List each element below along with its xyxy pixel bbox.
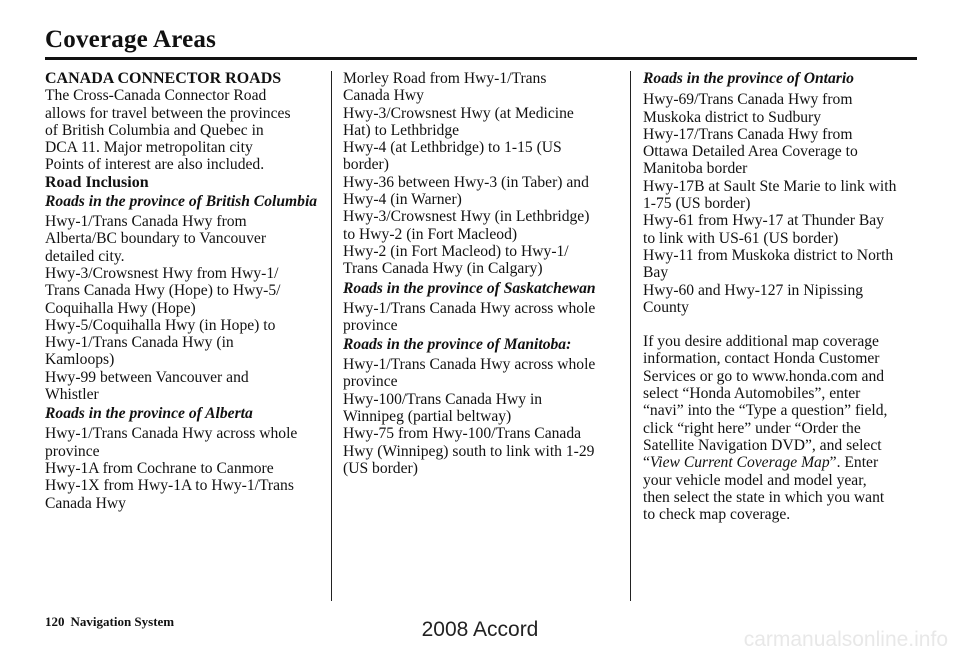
road-inclusion-heading: Road Inclusion [45, 173, 149, 191]
text-line: province [343, 373, 398, 391]
text-line: Alberta/BC boundary to Vancouver [45, 230, 267, 248]
text-line: Hwy-1X from Hwy-1A to Hwy-1/Trans [45, 477, 294, 495]
column-2 [343, 70, 620, 477]
text-line: Hwy-1A from Cochrane to Canmore [45, 459, 274, 477]
close-quote: ”. Enter [829, 454, 879, 472]
footer-section: Navigation System [70, 614, 175, 629]
column-divider-2 [630, 71, 631, 601]
text-line: Hwy-3/Crowsnest Hwy from Hwy-1/ [45, 264, 279, 282]
alberta-roads-continued [343, 70, 620, 278]
intro-paragraph [45, 87, 322, 173]
text-line: DCA 11. Major metropolitan city [45, 139, 253, 157]
text-line: detailed city. [45, 247, 125, 265]
text-line: Hwy-3/Crowsnest Hwy (in Lethbridge) [343, 208, 590, 226]
text-line: Hwy-61 from Hwy-17 at Thunder Bay [643, 212, 884, 230]
text-line: Kamloops) [45, 351, 115, 369]
text-line: Hat) to Lethbridge [343, 121, 460, 139]
ontario-roads [643, 91, 918, 316]
text-line: Hwy-36 between Hwy-3 (in Taber) and [343, 173, 589, 191]
text-line: Hwy-100/Trans Canada Hwy in [343, 390, 543, 408]
saskatchewan-heading: Roads in the province of Saskatchewan [343, 279, 596, 297]
text-line: Hwy-5/Coquihalla Hwy (in Hope) to [45, 316, 276, 334]
text-line: Winnipeg (partial beltway) [343, 408, 512, 426]
text-line: Hwy-1/Trans Canada Hwy across whole [343, 356, 596, 374]
manitoba-heading: Roads in the province of Manitoba: [343, 336, 572, 354]
text-line: Hwy-11 from Muskoka district to North [643, 246, 894, 264]
coverage-info-paragraph [643, 333, 918, 523]
page-title: Coverage Areas [45, 26, 217, 53]
info-line: to check map coverage. [643, 506, 791, 524]
column-3 [643, 70, 918, 523]
alberta-heading: Roads in the province of Alberta [45, 405, 253, 423]
text-line: Hwy-17B at Sault Ste Marie to link with [643, 177, 897, 195]
text-line: Ottawa Detailed Area Coverage to [643, 143, 858, 161]
text-line: Hwy-4 (at Lethbridge) to 1-15 (US [343, 139, 562, 157]
text-line: to link with US-61 (US border) [643, 229, 839, 247]
manitoba-roads [343, 356, 620, 477]
saskatchewan-roads [343, 300, 620, 335]
model-watermark: 2008 Accord [421, 618, 539, 641]
column-1 [45, 70, 322, 512]
text-line: allows for travel between the provinces [45, 104, 291, 122]
info-line: Services or go to www.honda.com and [643, 367, 885, 385]
text-line: Hwy-1/Trans Canada Hwy across whole [343, 299, 596, 317]
text-line: Hwy-1/Trans Canada Hwy across whole [45, 425, 298, 443]
text-line: Canada Hwy [343, 87, 424, 105]
text-line: Hwy-1/Trans Canada Hwy (in [45, 334, 234, 352]
text-line: Hwy-3/Crowsnest Hwy (at Medicine [343, 104, 574, 122]
text-line: Coquihalla Hwy (Hope) [45, 299, 196, 317]
text-line: to Hwy-2 (in Fort Macleod) [343, 225, 518, 243]
info-line: then select the state in which you want [643, 488, 885, 506]
text-line: Trans Canada Hwy (Hope) to Hwy-5/ [45, 282, 281, 300]
text-line: Morley Road from Hwy-1/Trans [343, 70, 547, 87]
info-line: If you desire additional map coverage [643, 333, 879, 351]
page-number: 120 [45, 614, 65, 629]
section-heading: CANADA CONNECTOR ROADS [45, 70, 282, 87]
info-line [643, 454, 918, 471]
text-line: Hwy-99 between Vancouver and [45, 368, 249, 386]
text-line: border) [343, 156, 389, 174]
text-line: The Cross-Canada Connector Road [45, 87, 267, 105]
text-line: 1-75 (US border) [643, 195, 751, 213]
title-divider [45, 57, 917, 60]
text-line: Hwy-17/Trans Canada Hwy from [643, 125, 853, 143]
column-divider-1 [331, 71, 332, 601]
text-line: Hwy-1/Trans Canada Hwy from [45, 213, 247, 231]
text-line: Muskoka district to Sudbury [643, 108, 822, 126]
text-line: Whistler [45, 386, 99, 404]
text-line: Trans Canada Hwy (in Calgary) [343, 260, 543, 278]
text-line: Manitoba border [643, 160, 748, 178]
bc-heading: Roads in the province of British Columbia [45, 193, 318, 211]
text-line: (US border) [343, 459, 418, 477]
text-line: Hwy-60 and Hwy-127 in Nipissing [643, 281, 864, 299]
ontario-heading: Roads in the province of Ontario [643, 70, 854, 87]
text-line: of British Columbia and Quebec in [45, 121, 264, 139]
text-line: County [643, 298, 689, 316]
text-line: province [45, 442, 100, 460]
info-line: information, contact Honda Customer [643, 350, 880, 368]
text-line: Points of interest are also included. [45, 156, 265, 174]
text-line: Hwy-2 (in Fort Macleod) to Hwy-1/ [343, 242, 569, 260]
alberta-roads [45, 425, 322, 511]
info-line: Satellite Navigation DVD”, and select [643, 436, 882, 454]
info-line: “navi” into the “Type a question” field, [643, 402, 888, 420]
paragraph-gap [643, 316, 918, 333]
coverage-map-link-text: View Current Coverage Map [649, 454, 830, 472]
site-watermark: carmanualsonline.info [743, 628, 948, 651]
text-line: Hwy (Winnipeg) south to link with 1-29 [343, 442, 595, 460]
info-line: click “right here” under “Order the [643, 419, 861, 437]
info-line: select “Honda Automobiles”, enter [643, 385, 861, 403]
text-line: province [343, 316, 398, 334]
text-line: Hwy-75 from Hwy-100/Trans Canada [343, 425, 582, 443]
text-line: Hwy-4 (in Warner) [343, 191, 462, 209]
text-line: Canada Hwy [45, 494, 126, 512]
text-line: Hwy-69/Trans Canada Hwy from [643, 91, 853, 109]
bc-roads [45, 213, 322, 403]
text-line: Bay [643, 264, 669, 282]
open-quote: “ [643, 454, 650, 472]
info-line: your vehicle model and model year, [643, 471, 867, 489]
